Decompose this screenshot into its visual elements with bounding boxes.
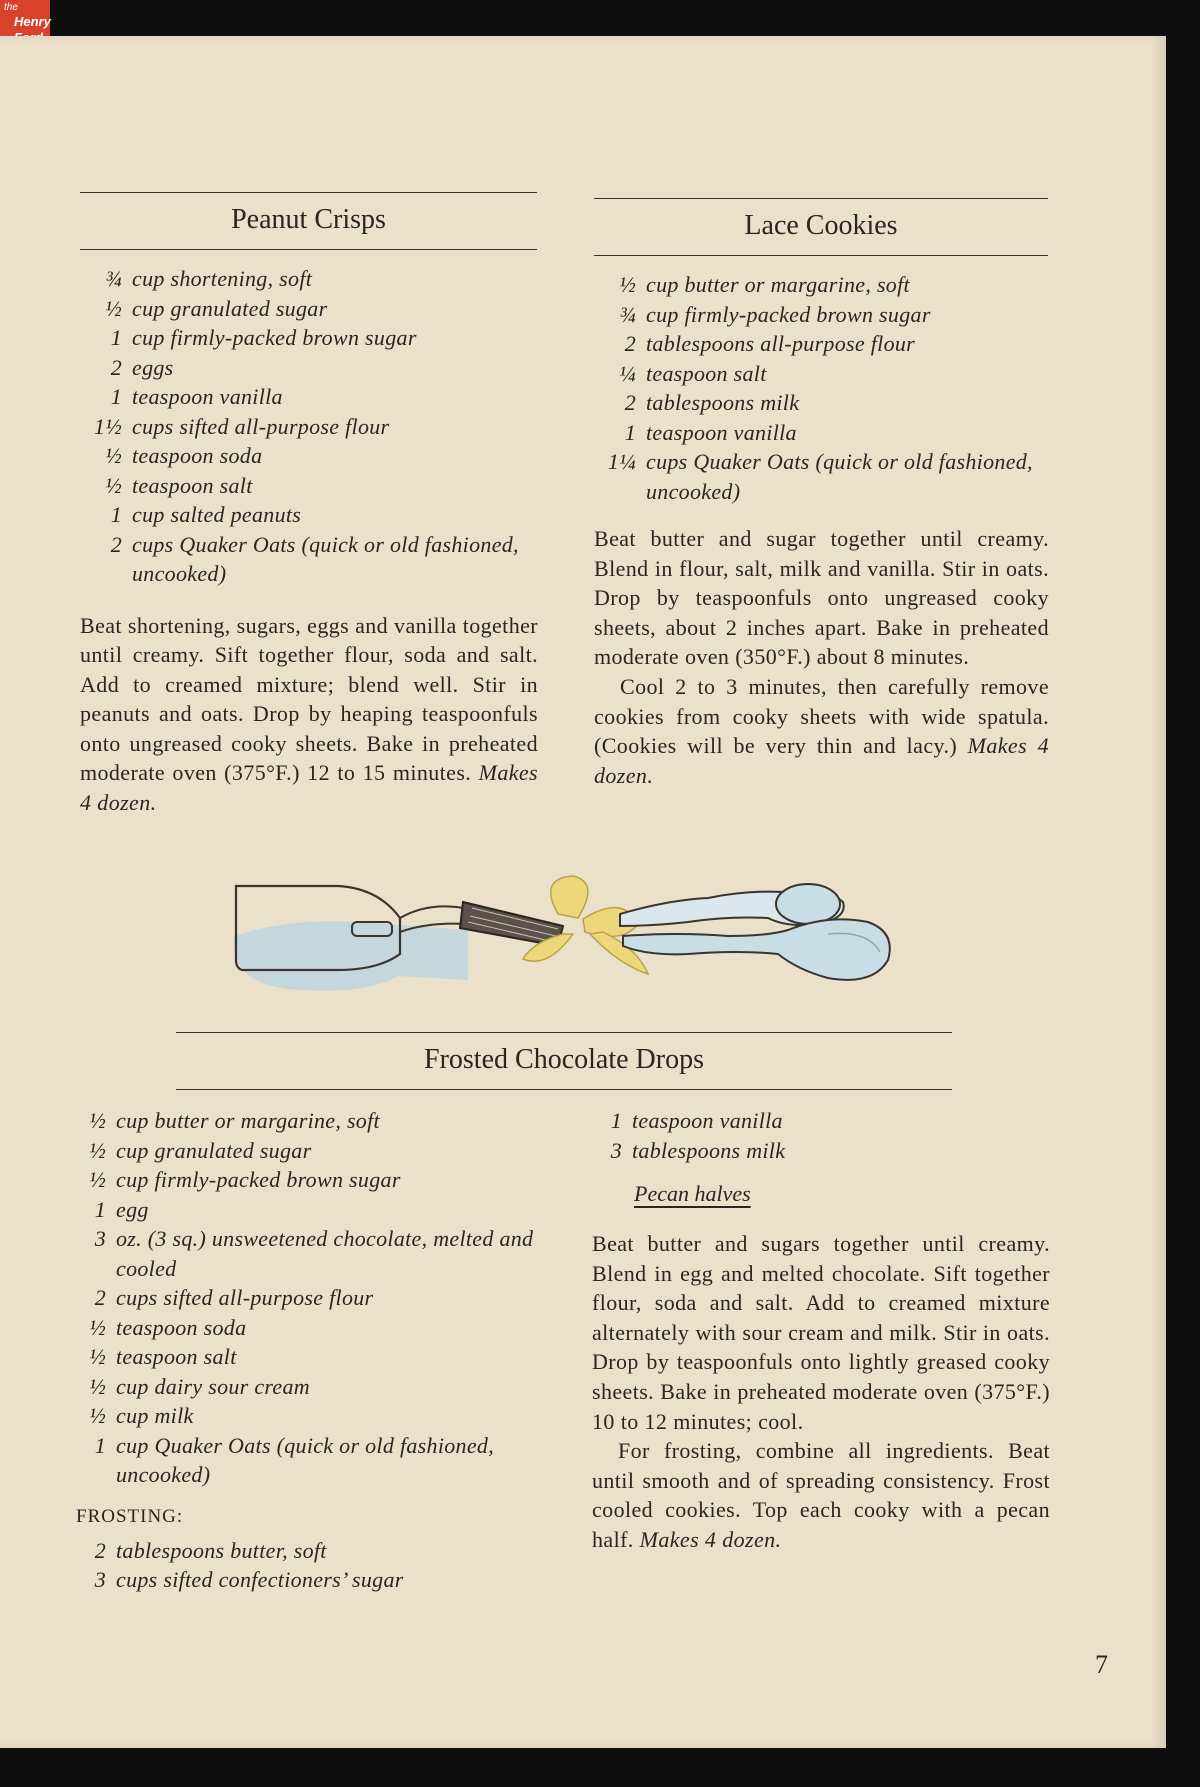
ingredient-row [76,1224,546,1283]
ingredient-row [594,418,1049,448]
ingredient-row [76,1372,546,1402]
frosted-chocolate-drops-directions-text: Beat butter and sugars together until creamy. Blend in egg and melted chocolate. Sift together flour, soda and salt. Add to creamed mixture alternately with sour cream and milk. Stir in oats. Drop by teaspoonfuls onto lightly greased cooky sheets. Bake in preheated moderate oven (375°F.) 10 to 12 minutes; cool. [592,1231,1050,1434]
ingredient-item: cups sifted confectioners’ sugar [116,1567,404,1592]
ingredient-item: egg [116,1196,149,1222]
ingredient-amount: 1 [610,1108,622,1133]
ingredient-item: tablespoons milk [632,1137,786,1163]
frosted-chocolate-drops-title-text: Frosted Chocolate Drops [424,1044,704,1075]
ingredient-item: tablespoons all-purpose flour [646,331,916,356]
ingredient-amount: 2 [110,531,122,557]
ingredient-row [76,1136,546,1166]
ingredient-amount: ½ [619,272,636,297]
ingredient-item: cup milk [116,1403,194,1428]
ingredient-row [76,1165,546,1195]
ingredient-row [594,447,1049,506]
ingredient-amount: 1 [94,1196,106,1222]
ingredient-row [80,441,538,471]
lace-cookies-directions-text: Beat butter and sugar together until creamy. Blend in flour, salt, milk and vanilla. Stir in oats. Drop by teaspoonfuls onto ungreased cooky sheets, about 2 inches apart. Bake in preheated moderate oven (350°F.) about 8 minutes. [594,526,1049,670]
ingredient-item: tablespoons milk [646,390,800,415]
ingredient-amount: 1¼ [607,449,636,474]
ingredient-row [594,270,1049,300]
ingredient-row [594,388,1049,418]
ingredient-item: oz. (3 sq.) unsweetened chocolate, melted and cooled [116,1226,534,1281]
ingredient-row [594,300,1049,330]
ingredient-item: teaspoon salt [132,472,253,498]
ingredient-item: teaspoon vanilla [132,384,283,409]
ingredient-amount: 1 [94,1432,106,1458]
lace-cookies-ingredients [594,270,1049,506]
ingredient-row [80,500,538,530]
ingredient-row [80,412,538,442]
lace-cookies-yield: Makes 4 dozen. [594,733,1049,788]
ingredient-item: cup salted peanuts [132,502,302,527]
ingredient-item: cup firmly-packed brown sugar [132,325,417,350]
ingredient-item: cup shortening, soft [132,266,313,291]
lace-cookies-directions [594,524,1049,672]
ingredient-amount: 1 [110,502,122,527]
ingredient-item: cups Quaker Oats (quick or old fashioned, uncooked) [132,531,519,586]
ingredient-item: cup granulated sugar [132,295,328,321]
frosting-ingredients-left [76,1536,546,1595]
ingredient-item: cup butter or margarine, soft [646,272,910,297]
ingredient-item: cups sifted all-purpose flour [132,413,390,439]
ingredient-item: teaspoon salt [646,360,767,386]
ingredient-amount: 1½ [93,413,122,439]
peanut-crisps-ingredients [80,264,538,589]
peanut-crisps-column [80,264,538,818]
lace-cookies-title [594,198,1048,256]
ingredient-amount: ¼ [619,360,636,386]
peanut-crisps-directions [80,611,538,818]
peanut-crisps-title-text: Peanut Crisps [231,204,386,235]
ingredient-amount: 1 [110,384,122,409]
peanut-crisps-title [80,192,537,250]
ingredient-row [80,471,538,501]
ingredient-amount: ½ [89,1403,106,1428]
peanut-crisps-yield: Makes 4 dozen. [80,760,539,816]
ingredient-amount: ½ [89,1137,106,1163]
frosted-chocolate-drops-yield: Makes 4 dozen. [639,1526,782,1552]
ingredient-item: eggs [132,354,174,380]
lace-cookies-column [594,270,1049,790]
ingredient-amount: 1 [110,325,122,350]
frosted-chocolate-drops-directions [592,1229,1050,1436]
peanut-crisps-directions-text: Beat shortening, sugars, eggs and vanilla together until creamy. Sift together flour, soda and salt. Add to creamed mixture; blend well. Stir in peanuts and oats. Drop by heaping teaspoonfuls onto ungreased cooky sheets. Bake in preheated moderate oven (375°F.) 12 to 15 minutes. [80,612,538,786]
ingredient-row [76,1401,546,1431]
ingredient-row [76,1431,546,1490]
frosted-chocolate-drops-ingredients [76,1106,546,1490]
ingredient-item: teaspoon soda [116,1314,247,1340]
frosted-chocolate-drops-directions-2-text: For frosting, combine all ingredients. Beat until smooth and of spreading consistency. Frost cooled cookies. Top each cooky with a pecan half. [592,1438,1050,1552]
lace-cookies-directions-2-text: Cool 2 to 3 minutes, then carefully remove cookies from cooky sheets with wide spatula. (Cookies will be very thin and lacy.) [594,673,1049,759]
ingredient-item: teaspoon vanilla [646,419,797,445]
ingredient-row [76,1195,546,1225]
frosted-chocolate-drops-right-column [592,1106,1050,1555]
ingredient-row [76,1283,546,1313]
ingredient-amount: ½ [105,443,122,468]
ingredient-item: teaspoon vanilla [632,1108,783,1133]
logo-henry-text: Henry [14,14,51,29]
ingredient-amount: 1 [624,419,636,445]
logo-the-text: the [4,2,18,13]
ingredient-item: cup firmly-packed brown sugar [646,301,931,327]
ingredient-item: cup dairy sour cream [116,1373,310,1399]
ingredient-row [76,1313,546,1343]
frosting-ingredient-row [76,1565,546,1595]
ingredient-item: teaspoon salt [116,1344,237,1369]
ingredient-amount: 3 [610,1137,622,1163]
ingredient-item: cups sifted all-purpose flour [116,1285,374,1310]
frosted-chocolate-drops-left-column [76,1106,546,1595]
cookbook-page [0,36,1164,1748]
ingredient-item: cup Quaker Oats (quick or old fashioned, uncooked) [116,1432,494,1487]
ingredient-amount: ½ [89,1373,106,1399]
ingredient-amount: 2 [624,390,636,415]
ingredient-row [80,264,538,294]
frosted-chocolate-drops-directions-2 [592,1436,1050,1554]
ingredient-item: cup granulated sugar [116,1137,312,1163]
ingredient-item: tablespoons butter, soft [116,1537,327,1563]
ingredient-item: cup butter or margarine, soft [116,1108,380,1133]
ingredient-item: cups Quaker Oats (quick or old fashioned, uncooked) [646,449,1033,504]
frosting-ingredients-right [592,1106,1050,1165]
ingredient-row [76,1106,546,1136]
ingredient-amount: 2 [94,1285,106,1310]
ingredient-amount: ¾ [619,301,636,327]
ingredient-row [594,359,1049,389]
ingredient-row [80,353,538,383]
ingredient-amount: ½ [89,1344,106,1369]
frosting-ingredient-row [76,1536,546,1566]
ingredient-amount: 3 [94,1226,106,1251]
ingredient-row [594,329,1049,359]
ingredient-item: cup firmly-packed brown sugar [116,1167,401,1192]
ingredient-row [80,530,538,589]
spatula-and-spoons-illustration [228,874,908,994]
ingredient-row [80,294,538,324]
ingredient-amount: ¾ [105,266,122,291]
ingredient-row [80,323,538,353]
lace-cookies-title-text: Lace Cookies [744,210,898,241]
ingredient-item: teaspoon soda [132,443,263,468]
ingredient-amount: ½ [89,1314,106,1340]
frosting-label: FROSTING: [76,1505,184,1527]
ingredient-amount: 2 [624,331,636,356]
ingredient-amount: ½ [89,1167,106,1192]
ingredient-row [80,382,538,412]
ingredient-amount: 3 [94,1567,106,1592]
frosting-ingredient-row [592,1106,1050,1136]
ingredient-amount: ½ [105,295,122,321]
pecan-halves-text: Pecan halves [634,1181,751,1206]
frosting-ingredient-row [592,1136,1050,1166]
ingredient-amount: ½ [89,1108,106,1133]
ingredient-amount: 2 [110,354,122,380]
ingredient-row [76,1342,546,1372]
page-number: 7 [1095,1650,1108,1679]
ingredient-amount: ½ [105,472,122,498]
ingredient-amount: 2 [94,1537,106,1563]
lace-cookies-directions-2 [594,672,1049,790]
frosted-chocolate-drops-title [176,1032,952,1090]
